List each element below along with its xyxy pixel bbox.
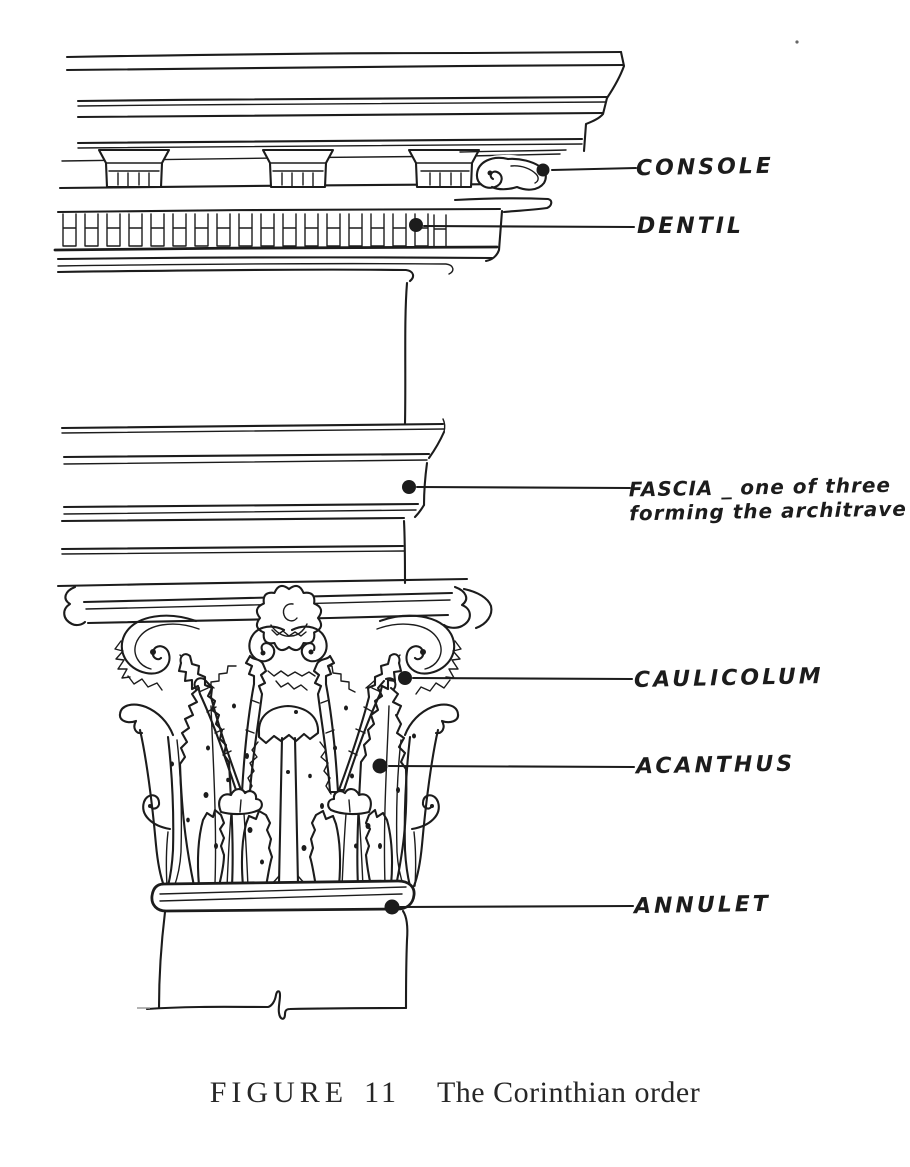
console-leader-line bbox=[552, 168, 636, 170]
label-annulet: ANNULET bbox=[633, 891, 771, 920]
label-fascia-line1: FASCIA _ one of three bbox=[628, 472, 892, 502]
acanthus-leader-dot bbox=[373, 759, 388, 774]
fascia-leader-line bbox=[417, 487, 630, 488]
acanthus-upper-leaves bbox=[120, 678, 458, 889]
dentil-leader-line bbox=[424, 226, 634, 227]
console-leader-dot bbox=[537, 164, 550, 177]
column-shaft bbox=[137, 911, 407, 1019]
label-dentil: DENTIL bbox=[637, 214, 744, 239]
label-acanthus: ACANTHUS bbox=[635, 751, 796, 780]
dentil-leader-dot bbox=[409, 218, 423, 232]
leader-dots bbox=[373, 164, 550, 915]
figure-caption bbox=[0, 1076, 910, 1110]
caption-figure-number: 11 bbox=[364, 1076, 399, 1109]
label-caulicolum: CAULICOLUM bbox=[633, 664, 824, 693]
dentil-band bbox=[55, 209, 502, 261]
label-fascia bbox=[629, 473, 907, 526]
abacus-rosette bbox=[257, 586, 321, 650]
caption-title: The Corinthian order bbox=[436, 1076, 701, 1109]
caulicolum-leader-dot bbox=[398, 671, 412, 685]
label-fascia-line2: forming the architrave bbox=[629, 496, 908, 526]
caption-figure-label: FIGURE bbox=[209, 1076, 349, 1109]
annulet-leader-line bbox=[400, 906, 633, 907]
fascia-leader-dot bbox=[402, 480, 416, 494]
acanthus-lower-leaves bbox=[143, 789, 439, 887]
caulicolum-leader-line bbox=[413, 678, 632, 679]
frieze bbox=[58, 257, 492, 424]
modillion-row bbox=[99, 150, 479, 187]
acanthus-leader-line bbox=[389, 766, 634, 767]
architrave bbox=[62, 419, 445, 583]
annulet-leader-dot bbox=[385, 900, 400, 915]
annulet-band bbox=[152, 881, 414, 911]
label-console: CONSOLE bbox=[635, 153, 775, 182]
